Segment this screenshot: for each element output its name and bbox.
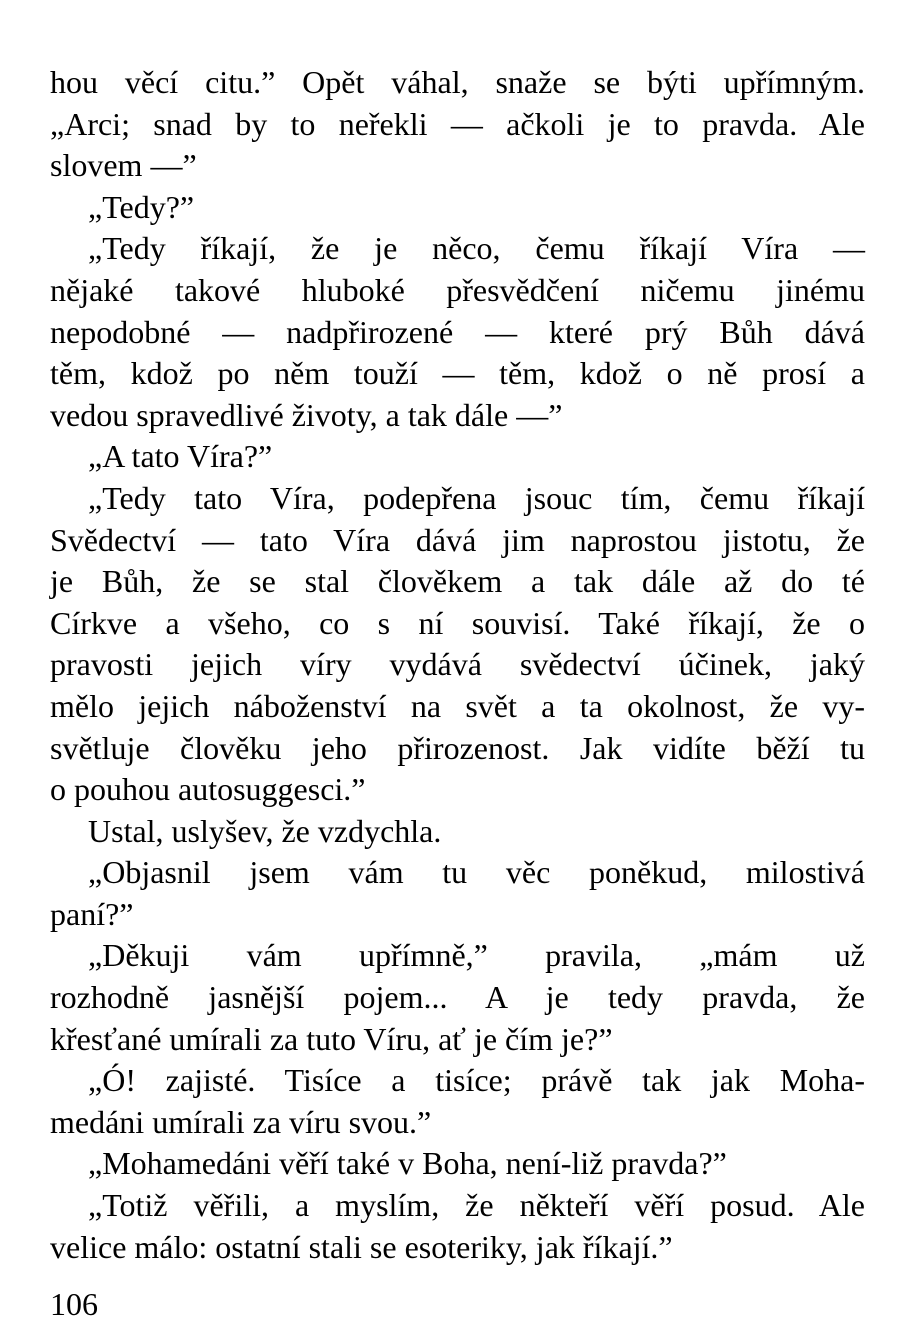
text-line: „Děkuji vám upřímně,” pravila, „mám už: [88, 937, 865, 974]
text-line: „Tedy říkají, že je něco, čemu říkají Víra —: [88, 230, 865, 267]
text-line: „Objasnil jsem vám tu věc poněkud, milostivá: [88, 854, 865, 891]
page-number: 106: [50, 1286, 98, 1322]
text-line: velice málo: ostatní stali se esoteriky, jak říkají.”: [50, 1228, 673, 1265]
text-line: hou věcí citu.” Opět váhal, snaže se býti upřímným.: [50, 64, 865, 100]
text-line: těm, kdož po něm touží — těm, kdož o ně prosí a: [50, 355, 865, 392]
text-line: „A tato Víra?”: [88, 438, 273, 475]
text-line: o pouhou autosuggesci.”: [50, 771, 366, 808]
text-line: křesťané umírali za tuto Víru, ať je čím je?”: [50, 1020, 613, 1057]
text-line: paní?”: [50, 895, 134, 932]
text-line: světluje člověku jeho přirozenost. Jak vidíte běží tu: [50, 729, 865, 766]
text-line: vedou spravedlivé životy, a tak dále —”: [50, 396, 563, 433]
text-line: medáni umírali za víru svou.”: [50, 1103, 432, 1140]
text-line: Církve a všeho, co s ní souvisí. Také říkají, že o: [50, 604, 865, 641]
text-line: „Mohamedáni věří také v Boha, není-liž pravda?”: [88, 1145, 727, 1182]
text-line: nepodobné — nadpřirozené — které prý Bůh dává: [50, 313, 865, 350]
text-line: slovem —”: [50, 147, 197, 184]
text-line: „Arci; snad by to neřekli — ačkoli je to pravda. Ale: [50, 105, 865, 142]
text-line: „Tedy?”: [88, 188, 195, 225]
text-line: je Bůh, že se stal člověkem a tak dále až do té: [50, 563, 865, 600]
body-text: [50, 62, 865, 1268]
text-line: Svědectví — tato Víra dává jim naprostou jistotu, že: [50, 521, 865, 558]
text-line: nějaké takové hluboké přesvědčení ničemu jinému: [50, 271, 865, 308]
text-line: „Ó! zajisté. Tisíce a tisíce; právě tak jak Moha-: [88, 1062, 865, 1099]
text-line: Ustal, uslyšev, že vzdychla.: [88, 812, 442, 849]
text-line: pravosti jejich víry vydává svědectví účinek, jaký: [50, 646, 865, 683]
text-line: rozhodně jasnější pojem... A je tedy pravda, že: [50, 979, 865, 1016]
text-line: mělo jejich náboženství na svět a ta okolnost, že vy-: [50, 687, 865, 724]
text-line: „Tedy tato Víra, podepřena jsouc tím, čemu říkají: [88, 479, 865, 516]
text-line: „Totiž věřili, a myslím, že někteří věří posud. Ale: [88, 1187, 865, 1224]
